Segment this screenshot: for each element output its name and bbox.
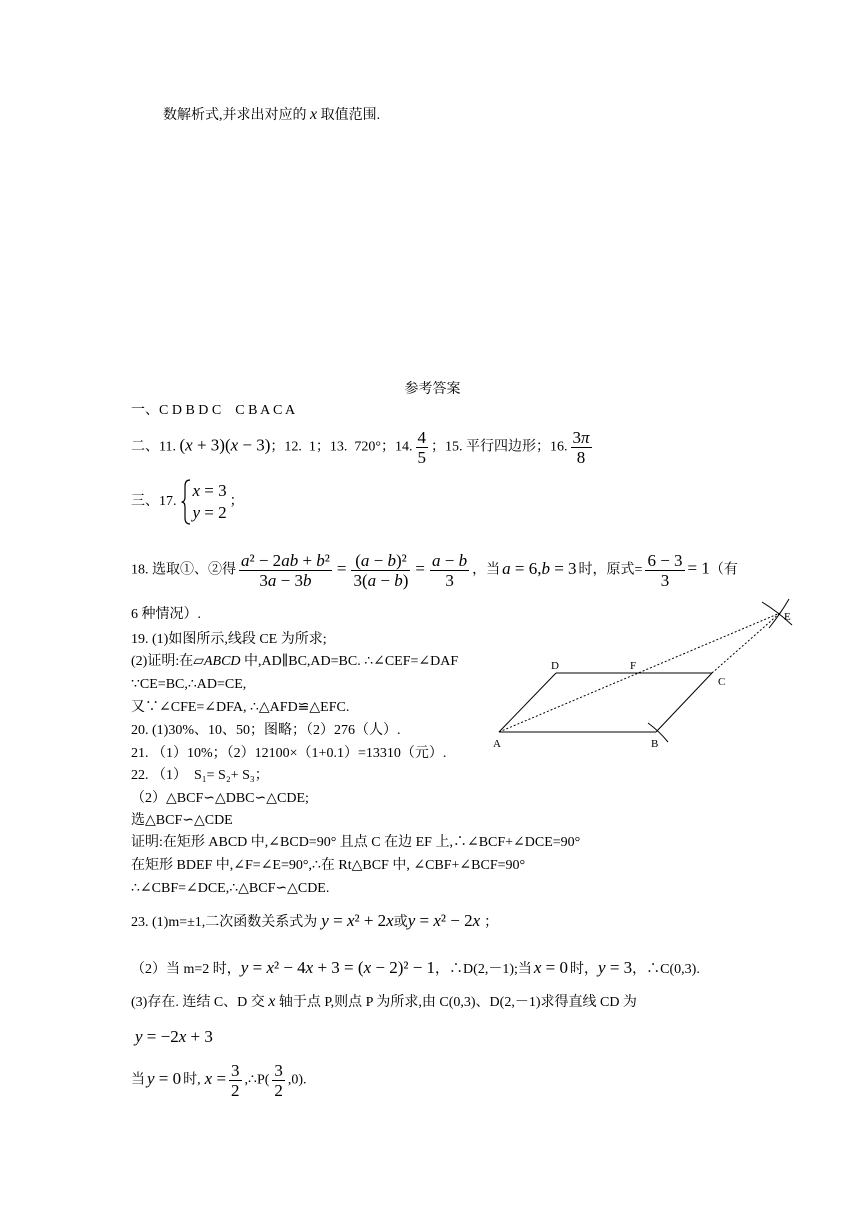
- q22-line1-text: 22. （1） S₁= S₂+ S₃；: [131, 768, 269, 783]
- math-variable: y: [407, 911, 416, 930]
- dotted-line-ce: [712, 613, 780, 673]
- q14-denominator: 5: [417, 448, 427, 467]
- answers-title-text: 参考答案: [404, 382, 461, 397]
- math-variable: x: [178, 1027, 187, 1046]
- math-variable: a: [267, 571, 277, 590]
- q23-line2-d: ，∴C(0,3).: [632, 962, 700, 977]
- math-variable: x: [533, 958, 542, 977]
- left-brace-icon: [181, 479, 191, 525]
- q20-text: 20. (1)30%、10、50；图略；（2）276（人）.: [131, 723, 401, 738]
- q17-rows: [193, 480, 227, 524]
- q23-or: 或: [393, 915, 408, 930]
- math-variable: b: [316, 551, 325, 570]
- intro-text-b: 取值范围.: [317, 108, 381, 123]
- q18-condition: a = 6,b = 3: [502, 558, 577, 578]
- q23-line5-a: 当: [131, 1072, 145, 1088]
- math-variable: b: [387, 551, 396, 570]
- label-c: C: [718, 676, 726, 688]
- q23-function-1: y = x² + 2x: [321, 911, 394, 930]
- math-variable: x: [386, 911, 394, 930]
- q16-denominator: 8: [576, 448, 586, 467]
- answers-title: [0, 380, 865, 400]
- q19-line2-b: 中,AD∥BC,AD=BC. ∴∠CEF=∠DAF: [240, 654, 459, 669]
- q23-line2: [131, 958, 700, 980]
- q23-line1-end: ；: [484, 915, 499, 930]
- q14-numerator: 4: [417, 428, 427, 447]
- part1-choices: 一、C D B D C C B A C A: [131, 403, 296, 418]
- part3-end: ；: [229, 494, 244, 510]
- q23-y-three: y = 3: [598, 958, 633, 977]
- q15-16-text: ；15. 平行四边形；16.: [431, 439, 568, 455]
- math-variable: x: [305, 958, 314, 977]
- q18-line2: [131, 605, 201, 625]
- q18-fraction-2-denominator: 3(a − b): [353, 571, 409, 590]
- q14-fraction: [416, 428, 429, 467]
- math-variable: x: [204, 1068, 213, 1088]
- q18-fraction-3: [430, 551, 469, 590]
- q16-fraction: [571, 428, 592, 467]
- parallelogram-figure: [480, 595, 810, 755]
- q22-line3: [131, 811, 233, 831]
- part3-label: 三、17.: [131, 494, 177, 510]
- math-variable: a: [367, 571, 377, 590]
- q23-line4: [135, 1027, 213, 1049]
- q18-fraction-4-numerator: 6 − 3: [647, 551, 683, 570]
- label-e: E: [784, 611, 791, 623]
- math-variable: ab: [281, 551, 299, 570]
- part2-line: [131, 428, 595, 467]
- q18-result: = 1: [687, 558, 710, 578]
- q23-line3-variable-x: x: [268, 993, 276, 1010]
- q22-line2: [131, 789, 309, 809]
- q18-tail: （有: [709, 562, 738, 578]
- q12-14-text: ；12. 1；13. 720°；14.: [270, 439, 413, 455]
- q23-line5: [131, 1061, 307, 1100]
- q18-fraction-3-denominator: 3: [445, 571, 454, 590]
- q23-fraction-1-denominator: 2: [231, 1081, 240, 1100]
- q23-line3-b: 轴于点 P,则点 P 为所求,由 C(0,3)、D(2,－1)求得直线 CD 为: [275, 995, 637, 1010]
- q22-line6: [131, 879, 329, 899]
- q19-parallelogram-name: ▱ABCD: [193, 654, 241, 669]
- q23-fraction-1-numerator: 3: [231, 1061, 240, 1080]
- q19-line2: [131, 652, 458, 672]
- q18-line2-text: 6 种情况）.: [131, 607, 201, 622]
- q17-equation-system: [181, 479, 227, 525]
- q19-line3: [131, 675, 246, 695]
- math-variable: y: [321, 911, 329, 930]
- math-variable: x: [346, 911, 355, 930]
- q19-line1-text: 19. (1)如图所示,线段 CE 为所求;: [131, 632, 327, 647]
- q18-mid: ，当: [472, 562, 501, 578]
- q21-line: [131, 744, 446, 764]
- q23-fraction-1: [229, 1061, 242, 1100]
- intro-variable-x: x: [310, 106, 318, 123]
- q23-x-zero: x = 0: [533, 958, 569, 977]
- q18-line1: [131, 551, 738, 590]
- math-variable: π: [581, 428, 590, 447]
- q23-line5-c: ,∴P(: [244, 1072, 270, 1088]
- label-f: F: [630, 660, 637, 672]
- q18-fraction-1: [239, 551, 332, 590]
- math-variable: b: [541, 558, 550, 578]
- q22-line4-text: 证明:在矩形 ABCD 中,∠BCD=90° 且点 C 在边 EF 上,∴∠BCF+∠DCE=90°: [131, 835, 581, 850]
- q22-line2-text: （2）△BCF∽△DBC∽△CDE;: [131, 791, 309, 806]
- math-variable: y: [135, 1027, 143, 1046]
- q23-x-equals: x =: [204, 1068, 227, 1088]
- q18-lead: 18. 选取①、②得: [131, 562, 236, 578]
- dotted-line-ae: [499, 613, 780, 732]
- q11-expression: (x + 3)(x − 3): [179, 435, 271, 455]
- q19-line4: [131, 698, 349, 718]
- q23-m2-function: y = x² − 4x + 3 = (x − 2)² − 1: [240, 958, 436, 977]
- q23-line3-a: (3)存在. 连结 C、D 交: [131, 995, 269, 1010]
- q22-line1: [131, 766, 269, 786]
- math-variable: a: [502, 558, 511, 578]
- q22-line6-text: ∴∠CBF=∠DCE,∴△BCF∽△CDE.: [131, 881, 330, 896]
- q19-line2-a: (2)证明:在: [131, 654, 194, 669]
- q23-function-2: y = x² − 2x: [407, 911, 481, 930]
- q23-line-cd-equation: y = −2x + 3: [135, 1027, 213, 1046]
- q19-line1: [131, 630, 327, 650]
- intro-text-a: 数解析式,并求出对应的: [163, 108, 310, 123]
- label-a: A: [493, 738, 501, 750]
- math-variable: a: [432, 551, 441, 570]
- part1-line: [131, 401, 295, 421]
- q23-fraction-2-denominator: 2: [274, 1081, 283, 1100]
- math-variable: x: [185, 435, 193, 455]
- q18-equals-1: =: [336, 558, 347, 578]
- q23-y-zero: y = 0: [147, 1068, 182, 1088]
- q23-line1: [131, 911, 498, 933]
- math-variable: y: [598, 958, 606, 977]
- math-variable: y: [240, 958, 249, 977]
- q23-fraction-2-numerator: 3: [274, 1061, 283, 1080]
- q23-line5-d: ,0).: [287, 1072, 307, 1088]
- q18-fraction-2-numerator: (a − b)²: [351, 551, 410, 571]
- q18-fraction-4: [645, 551, 684, 590]
- q18-fraction-1-numerator: a² − 2ab + b²: [241, 551, 330, 570]
- q17-row-x: x = 3: [192, 481, 227, 500]
- math-variable: y: [192, 503, 201, 522]
- math-variable: x: [192, 481, 201, 500]
- q18-fraction-2: [351, 551, 410, 590]
- q20-line: [131, 721, 401, 741]
- q18-equals-2: =: [415, 558, 426, 578]
- q22-line5-text: 在矩形 BDEF 中,∠F=∠E=90°,∴在 Rt△BCF 中, ∠CBF+∠BCF=90°: [131, 858, 526, 873]
- q19-line4-text: 又∵∠CFE=∠DFA, ∴△AFD≌△EFC.: [131, 700, 350, 715]
- q21-text: 21. （1）10%；（2）12100×（1+0.1）=13310（元）.: [131, 746, 447, 761]
- intro-line: [163, 105, 380, 126]
- q22-line5: [131, 856, 525, 876]
- q23-line2-c: 时，: [570, 962, 599, 977]
- math-variable: x: [266, 958, 274, 977]
- label-d: D: [551, 660, 559, 672]
- q22-line3-text: 选△BCF∽△CDE: [131, 813, 233, 828]
- q18-fraction-3-numerator: a − b: [432, 551, 468, 570]
- side-da: [499, 673, 556, 732]
- part3-line: [131, 479, 244, 525]
- q18-mid2: 时，原式=: [578, 562, 643, 578]
- math-variable: b: [458, 551, 468, 570]
- math-variable: b: [302, 571, 312, 590]
- q16-numerator: 3π: [572, 428, 590, 447]
- q18-fraction-4-denominator: 3: [660, 571, 670, 590]
- q19-line3-text: ∵CE=BC,∴AD=CE,: [131, 677, 247, 692]
- math-variable: b: [394, 571, 403, 590]
- math-variable: x: [230, 435, 239, 455]
- math-variable: a: [241, 551, 250, 570]
- q23-line2-a: （2）当 m=2 时，: [131, 962, 241, 977]
- math-variable: a: [360, 551, 370, 570]
- q18-fraction-1-denominator: 3a − 3b: [259, 571, 312, 590]
- math-variable: x: [433, 911, 441, 930]
- q17-row-y: y = 2: [192, 503, 227, 522]
- q23-line3: [131, 992, 637, 1013]
- math-variable: x: [363, 958, 372, 977]
- q23-line1-a: 23. (1)m=±1,二次函数关系式为: [131, 915, 318, 930]
- part2-label: 二、11.: [131, 439, 180, 455]
- q22-line4: [131, 833, 580, 853]
- side-bc: [656, 673, 712, 732]
- label-b: B: [651, 738, 659, 750]
- math-variable: x: [472, 911, 481, 930]
- math-variable: y: [147, 1068, 155, 1088]
- q23-line2-b: ，∴D(2,－1);当: [435, 962, 532, 977]
- q23-line5-b: 时,: [183, 1072, 201, 1088]
- q23-fraction-2: [272, 1061, 285, 1100]
